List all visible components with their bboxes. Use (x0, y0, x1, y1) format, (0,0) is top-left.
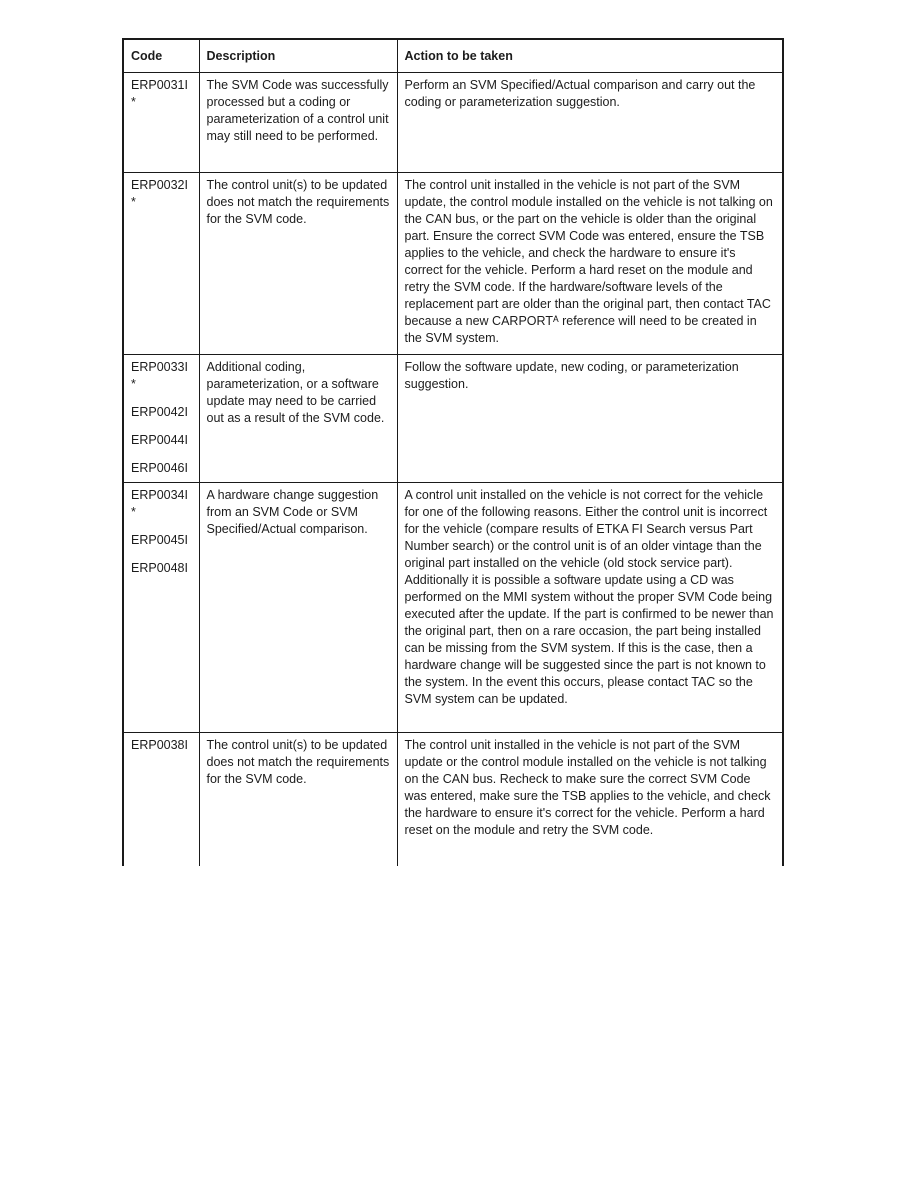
description-cell (199, 733, 397, 866)
table-row (123, 355, 783, 483)
table-row (123, 733, 783, 866)
header-description: Description (199, 39, 397, 73)
code-cell (123, 73, 199, 173)
code-value: ERP0048I (131, 561, 188, 575)
description-cell (199, 483, 397, 733)
action-text: Perform an SVM Specified/Actual comparison and carry out the coding or parameterization suggestion. (404, 78, 756, 109)
code-asterisk: * (131, 377, 136, 391)
svm-codes-table (122, 38, 784, 866)
description-text: The SVM Code was successfully processed but a coding or parameterization of a control unit may still need to be performed. (206, 78, 389, 143)
description-cell (199, 73, 397, 173)
table-row (123, 483, 783, 733)
code-asterisk: * (131, 195, 136, 209)
table-row (123, 73, 783, 173)
header-action: Action to be taken (397, 39, 783, 73)
description-cell (199, 355, 397, 483)
code-cell (123, 733, 199, 866)
action-cell (397, 173, 783, 355)
code-asterisk: * (131, 95, 136, 109)
description-text: The control unit(s) to be updated does not match the requirements for the SVM code. (206, 738, 390, 786)
code-value: ERP0031I (131, 78, 188, 92)
description-text: The control unit(s) to be updated does not match the requirements for the SVM code. (206, 178, 390, 226)
code-value: ERP0046I (131, 461, 188, 475)
description-cell (199, 173, 397, 355)
action-cell (397, 483, 783, 733)
code-value: ERP0034I (131, 488, 188, 502)
code-value: ERP0045I (131, 533, 188, 547)
action-text: The control unit installed in the vehicle is not part of the SVM update, the control module installed on the vehicle is not talking on the CAN bus, or the part on the vehicle is older than the original part. Ensure the correct SVM Code was entered, ensure the TSB applies to the vehicle, and check the hardware to ensure it's correct for the vehicle. Perform a hard reset on the module and retry the SVM code. If the hardware/software levels of the replacement part are older than the original part, then contact TAC because a new CARPORTᴬ reference will need to be created in the SVM system. (404, 178, 773, 345)
action-cell (397, 355, 783, 483)
header-row (123, 39, 783, 73)
code-value: ERP0044I (131, 433, 188, 447)
code-value: ERP0038I (131, 738, 188, 752)
description-text: Additional coding, parameterization, or a software update may need to be carried out as a result of the SVM code. (206, 360, 385, 425)
action-cell (397, 73, 783, 173)
code-cell (123, 355, 199, 483)
code-cell (123, 173, 199, 355)
action-text: A control unit installed on the vehicle is not correct for the vehicle for one of the following reasons. Either the control unit is incorrect for the vehicle (compare results of ETKA FI Search versus Part Number search) or the control unit is of an older vintage than the original part installed on the vehicle (old stock service part). Additionally it is possible a software update using a CD was performed on the MMI system without the proper SVM Code being executed after the update. If the part is confirmed to be newer than the original part, then on a rare occasion, the part being installed can be missing from the SVM system. If this is the case, then a hardware change will be suggested since the part is not known to the system. In the event this occurs, please contact TAC so the SVM system can be updated. (404, 488, 774, 706)
code-cell (123, 483, 199, 733)
table-row (123, 173, 783, 355)
action-cell (397, 733, 783, 866)
code-value: ERP0032I (131, 178, 188, 192)
header-code: Code (123, 39, 199, 73)
code-value: ERP0033I (131, 360, 188, 374)
description-text: A hardware change suggestion from an SVM Code or SVM Specified/Actual comparison. (206, 488, 379, 536)
action-text: Follow the software update, new coding, or parameterization suggestion. (404, 360, 739, 391)
code-value: ERP0042I (131, 405, 188, 419)
code-asterisk: * (131, 505, 136, 519)
action-text: The control unit installed in the vehicle is not part of the SVM update or the control module installed on the vehicle is not talking on the CAN bus. Recheck to make sure the correct SVM Code was entered, make sure the TSB applies to the vehicle, and check the hardware to ensure it's correct for the vehicle. Perform a hard reset on the module and retry the SVM code. (404, 738, 771, 837)
